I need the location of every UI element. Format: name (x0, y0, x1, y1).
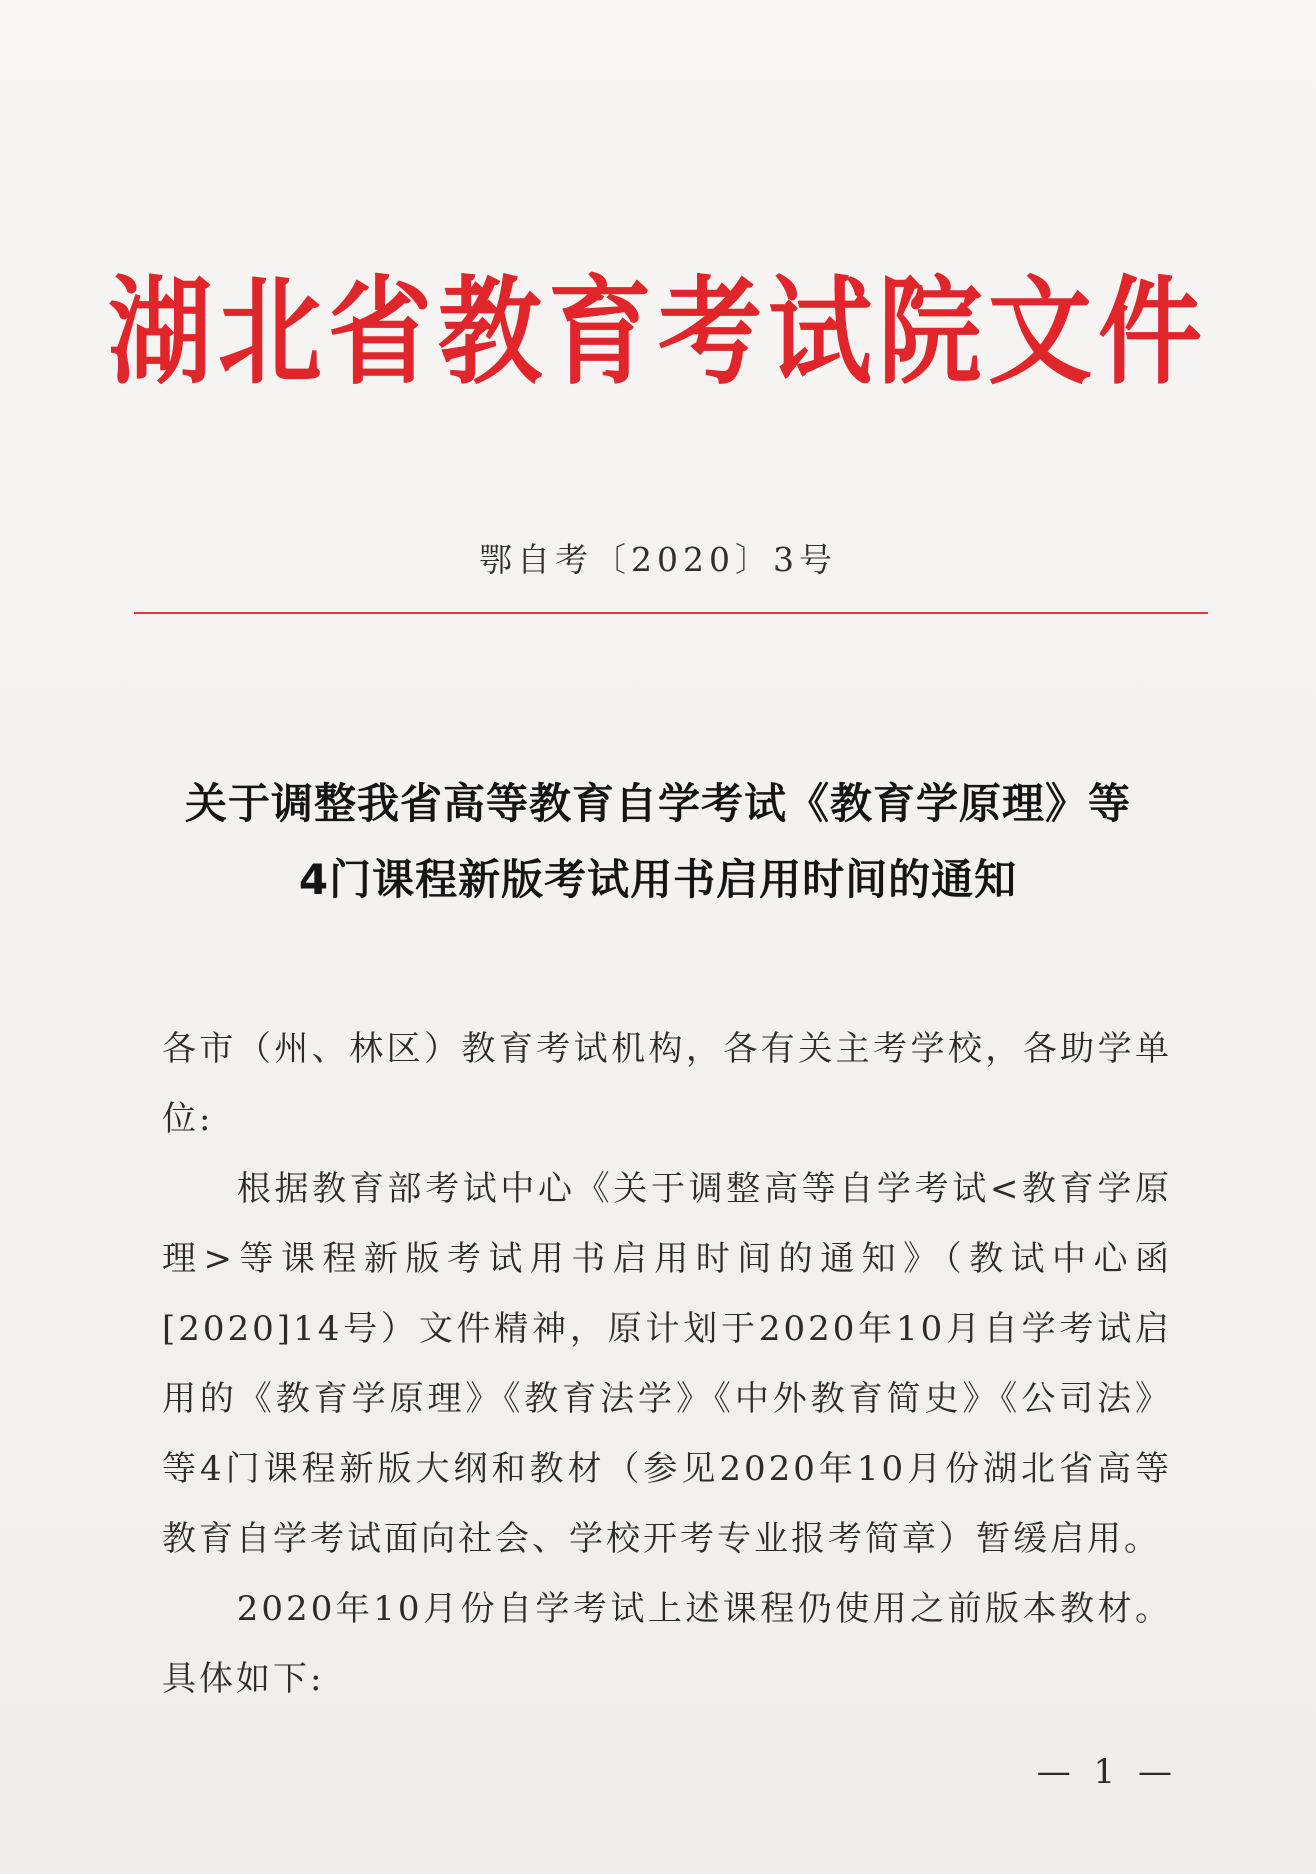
body-paragraph-1: 根据教育部考试中心《关于调整高等自学考试<教育学原理>等课程新版考试用书启用时间的通知》（教试中心函[2020]14号）文件精神，原计划于2020年10月自学考试启用的《教育学原理》《教育法学》《中外教育简史》《公司法》等4门课程新版大纲和教材（参见2020年10月份湖北省高等教育自学考试面向社会、学校开考专业报考简章）暂缓启用。 (162, 1169, 1172, 1559)
notice-title (0, 766, 1316, 918)
masthead-title: 湖北省教育考试院文件 (107, 263, 1208, 401)
notice-body (162, 1014, 1172, 1714)
document-number: 鄂自考〔2020〕3号 (479, 540, 837, 579)
notice-title-line-1: 关于调整我省高等教育自学考试《教育学原理》等 (184, 779, 1131, 828)
notice-title-line-2: 4门课程新版考试用书启用时间的通知 (298, 855, 1018, 904)
red-divider-line (134, 612, 1208, 614)
page-number: — 1 — (1036, 1752, 1178, 1792)
salutation: 各市（州、林区）教育考试机构，各有关主考学校，各助学单位: (162, 1029, 1172, 1139)
body-paragraph-2: 2020年10月份自学考试上述课程仍使用之前版本教材。具体如下: (162, 1589, 1172, 1699)
